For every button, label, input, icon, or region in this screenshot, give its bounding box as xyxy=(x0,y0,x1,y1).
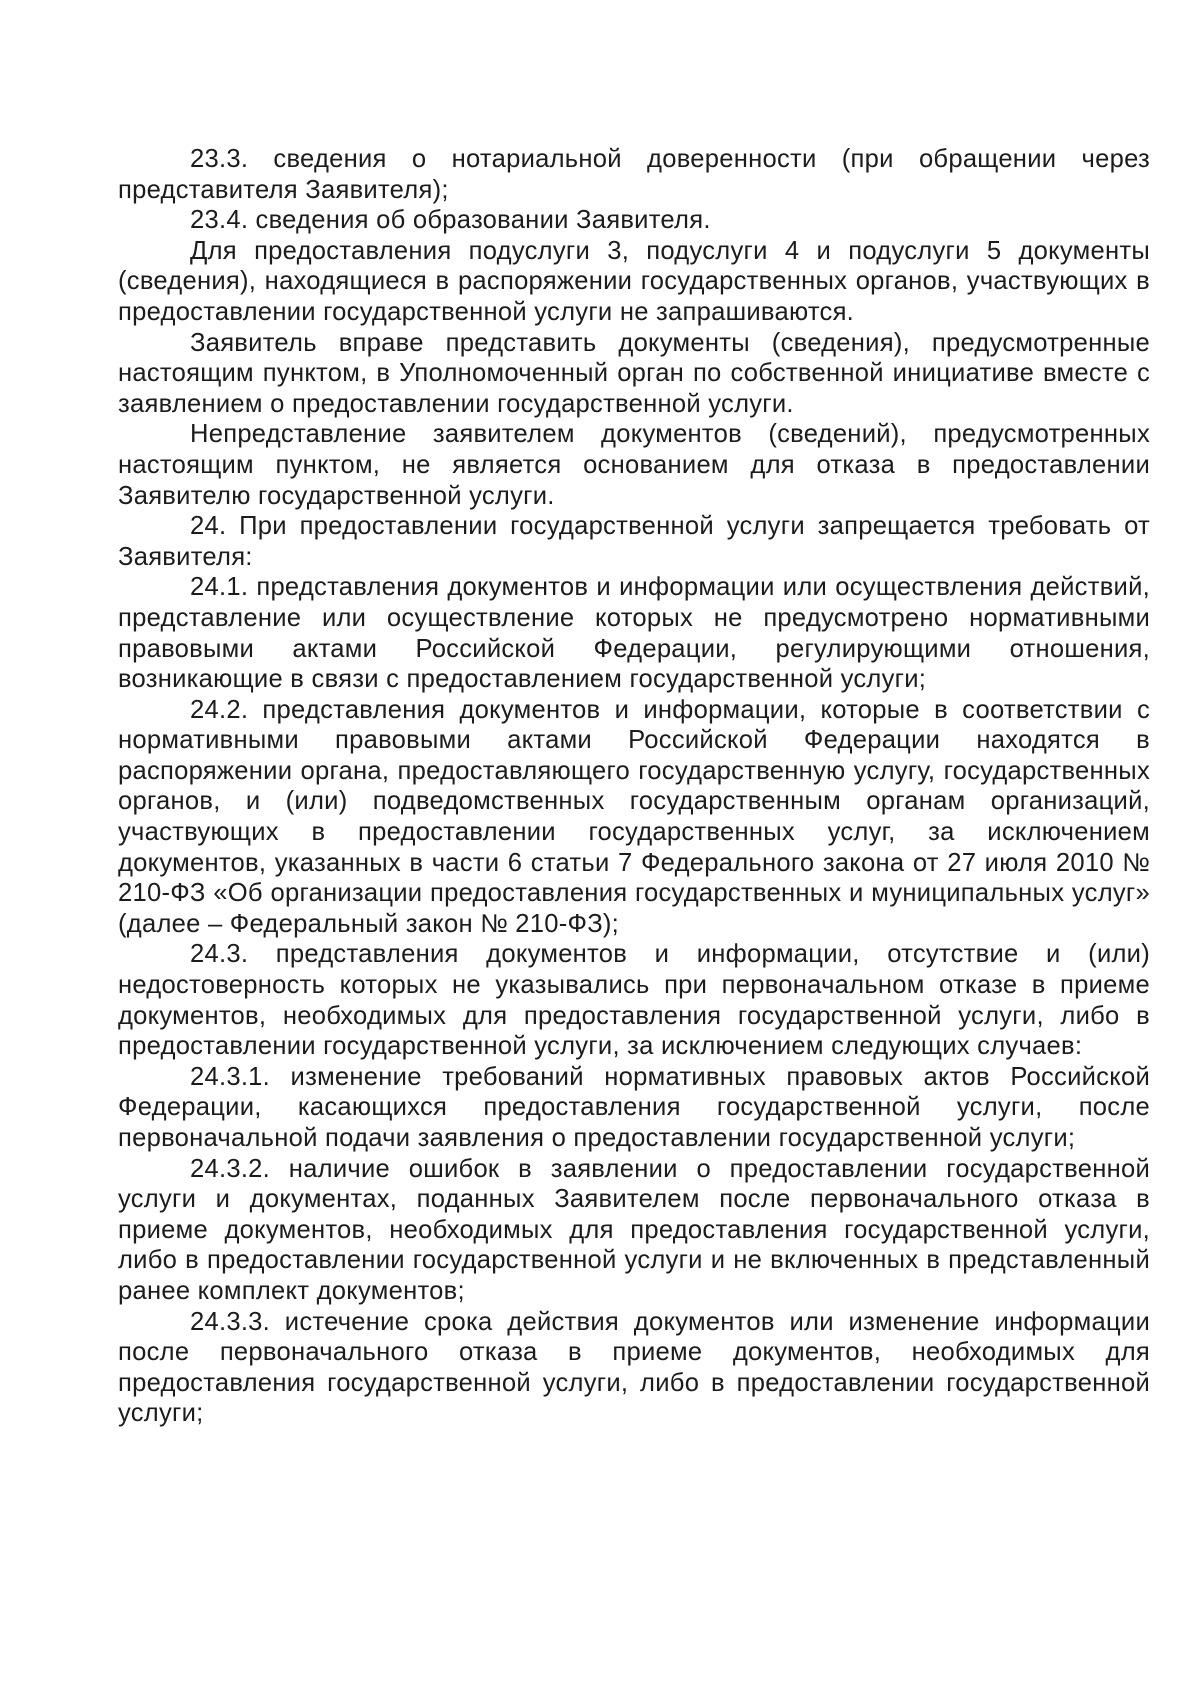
paragraph-24-2: 24.2. представления документов и информации, которые в соответствии с нормативными правовыми актами Российской Федерации находятся в распоряжении органа, предоставляющего государственную услугу, государственных органов, и (или) подведомственных государственным органам организаций, участвующих в предоставлении государственных услуг, за исключением документов, указанных в части 6 статьи 7 Федерального закона от 27 июля 2010 № 210-ФЗ «Об организации предоставления государственных и муниципальных услуг» (далее – Федеральный закон № 210-ФЗ); xyxy=(118,695,1150,938)
paragraph-subservices-note: Для предоставления подуслуги 3, подуслуги 4 и подуслуги 5 документы (сведения), находящиеся в распоряжении государственных органов, участвующих в предоставлении государственной услуги не запрашиваются. xyxy=(118,236,1150,326)
paragraph-23-3: 23.3. сведения о нотариальной доверенности (при обращении через представителя Заявителя); xyxy=(118,145,1150,204)
paragraph-24-1: 24.1. представления документов и информации или осуществления действий, представление или осуществление которых не предусмотрено нормативными правовыми актами Российской Федерации, регулирующими отношения, возникающие в связи с предоставлением государственной услуги; xyxy=(118,573,1150,694)
paragraph-non-submission: Непредставление заявителем документов (сведений), предусмотренных настоящим пунктом, не является основанием для отказа в предоставлении Заявителю государственной услуги. xyxy=(118,420,1150,510)
paragraph-24: 24. При предоставлении государственной услуги запрещается требовать от Заявителя: xyxy=(118,512,1150,571)
paragraph-24-3-1: 24.3.1. изменение требований нормативных правовых актов Российской Федерации, касающихся предоставления государственной услуги, после первоначальной подачи заявления о предоставлении государственной услуги; xyxy=(118,1062,1150,1152)
document-body xyxy=(118,144,1150,1429)
paragraph-applicant-right: Заявитель вправе представить документы (сведения), предусмотренные настоящим пунктом, в Уполномоченный орган по собственной инициативе вместе с заявлением о предоставлении государственной услуги. xyxy=(118,328,1150,418)
paragraph-24-3: 24.3. представления документов и информации, отсутствие и (или) недостоверность которых не указывались при первоначальном отказе в приеме документов, необходимых для предоставления государственной услуги, либо в предоставлении государственной услуги, за исключением следующих случаев: xyxy=(118,940,1150,1061)
paragraph-24-3-3: 24.3.3. истечение срока действия документов или изменение информации после первоначального отказа в приеме документов, необходимых для предоставления государственной услуги, либо в предоставлении государственной услуги; xyxy=(118,1307,1150,1428)
paragraph-24-3-2: 24.3.2. наличие ошибок в заявлении о предоставлении государственной услуги и документах, поданных Заявителем после первоначального отказа в приеме документов, необходимых для предоставления государственной услуги, либо в предоставлении государственной услуги и не включенных в представленный ранее комплект документов; xyxy=(118,1154,1150,1305)
paragraph-23-4: 23.4. сведения об образовании Заявителя. xyxy=(190,206,711,235)
